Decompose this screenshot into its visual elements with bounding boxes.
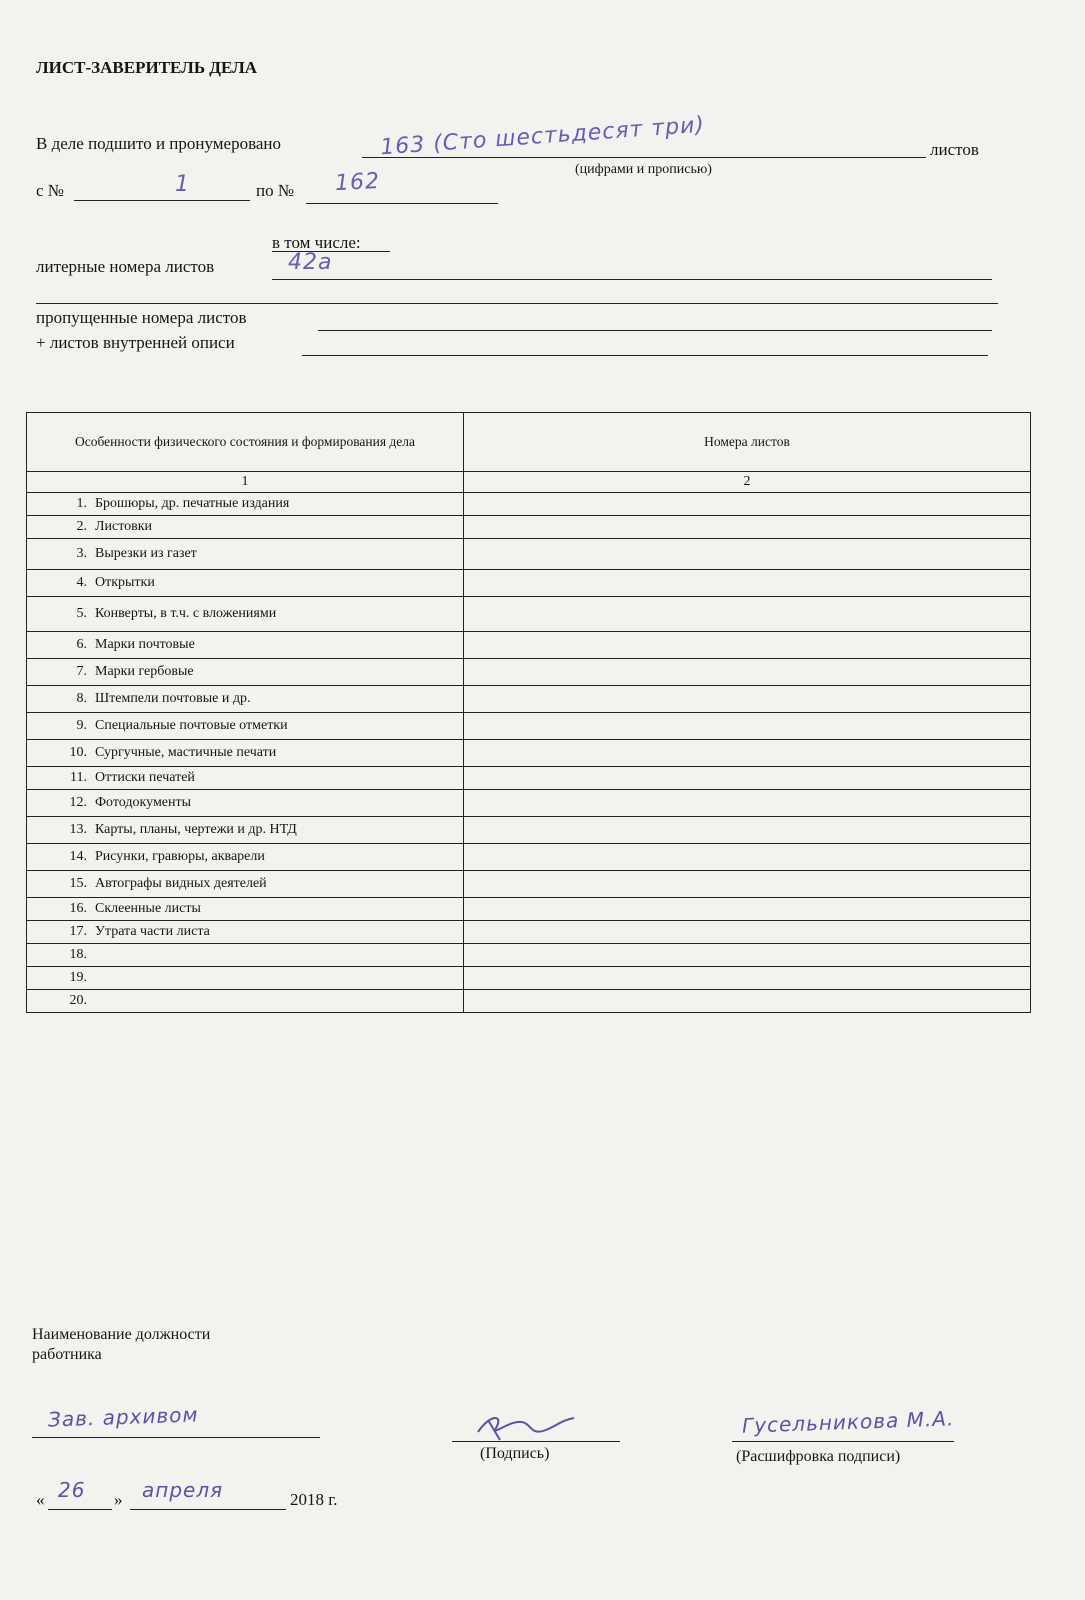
from-number-handwritten: 1 xyxy=(175,172,190,197)
table-row xyxy=(27,967,1031,990)
row-number: 1. xyxy=(76,496,87,511)
row-feature-cell xyxy=(27,898,464,921)
row-sheets-cell xyxy=(464,790,1031,817)
row-feature-cell xyxy=(27,844,464,871)
date-close-quote: » xyxy=(114,1490,123,1509)
row-label: Фотодокументы xyxy=(95,795,192,810)
row-sheets-cell xyxy=(464,493,1031,516)
row-label: Автографы видных деятелей xyxy=(95,876,267,891)
decode-handwritten: Гусельникова М.А. xyxy=(741,1406,955,1438)
row-label: Сургучные, мастичные печати xyxy=(95,745,277,760)
row-sheets-cell xyxy=(464,713,1031,740)
row-sheets-cell xyxy=(464,967,1031,990)
row-number: 7. xyxy=(76,664,87,679)
row-label: Утрата части листа xyxy=(95,924,210,939)
letter-numbers-handwritten: 42а xyxy=(288,250,333,275)
table-row xyxy=(27,570,1031,597)
row-sheets-cell xyxy=(464,921,1031,944)
row-feature-cell xyxy=(27,659,464,686)
to-number-underline xyxy=(306,203,498,204)
row-feature-cell xyxy=(27,686,464,713)
row-sheets-cell xyxy=(464,597,1031,632)
table-row xyxy=(27,740,1031,767)
row-number: 4. xyxy=(76,575,87,590)
date-month-underline xyxy=(130,1509,286,1510)
to-number-handwritten: 162 xyxy=(334,168,381,197)
pages-count-label: В деле подшито и пронумеровано xyxy=(36,134,282,153)
table-row xyxy=(27,844,1031,871)
date-open-quote: « xyxy=(36,1490,45,1509)
row-label: Оттиски печатей xyxy=(95,770,195,785)
table-row xyxy=(27,944,1031,967)
row-number: 20. xyxy=(69,993,87,1008)
row-sheets-cell xyxy=(464,944,1031,967)
from-number-label: с № xyxy=(36,181,65,200)
row-label: Марки гербовые xyxy=(95,664,194,679)
row-label: Специальные почтовые отметки xyxy=(95,718,288,733)
row-number: 11. xyxy=(70,770,87,785)
table-header-row xyxy=(27,413,1031,472)
pages-suffix: листов xyxy=(930,140,979,159)
row-feature-cell xyxy=(27,790,464,817)
row-number: 6. xyxy=(76,637,87,652)
row-feature-cell xyxy=(27,871,464,898)
row-sheets-cell xyxy=(464,686,1031,713)
row-label: Склеенные листы xyxy=(95,901,201,916)
date-day-underline xyxy=(48,1509,112,1510)
row-number: 3. xyxy=(76,546,87,561)
col-number-1: 1 xyxy=(27,472,464,493)
table-row xyxy=(27,713,1031,740)
row-label: Карты, планы, чертежи и др. НТД xyxy=(95,822,297,837)
row-feature-cell xyxy=(27,990,464,1013)
pages-count-underline xyxy=(362,157,926,158)
row-number: 18. xyxy=(69,947,87,962)
table-row xyxy=(27,539,1031,570)
table-row xyxy=(27,493,1031,516)
table-row xyxy=(27,990,1031,1013)
row-feature-cell xyxy=(27,767,464,790)
row-sheets-cell xyxy=(464,632,1031,659)
row-feature-cell xyxy=(27,944,464,967)
count-hint: (цифрами и прописью) xyxy=(575,162,712,177)
row-number: 15. xyxy=(69,876,87,891)
row-sheets-cell xyxy=(464,844,1031,871)
table-number-row xyxy=(27,472,1031,493)
table-row xyxy=(27,767,1031,790)
inner-inventory-label: + листов внутренней описи xyxy=(36,333,235,352)
row-feature-cell xyxy=(27,817,464,844)
document-title: ЛИСТ-ЗАВЕРИТЕЛЬ ДЕЛА xyxy=(36,58,258,77)
row-number: 2. xyxy=(76,519,87,534)
date-month-handwritten: апреля xyxy=(142,1478,224,1502)
row-sheets-cell xyxy=(464,659,1031,686)
pages-count-handwritten: 163 (Сто шестьдесят три) xyxy=(379,112,706,161)
row-label: Вырезки из газет xyxy=(95,546,197,561)
row-feature-cell xyxy=(27,921,464,944)
row-number: 12. xyxy=(69,795,87,810)
row-label: Конверты, в т.ч. с вложениями xyxy=(95,606,277,621)
row-feature-cell xyxy=(27,632,464,659)
table-row xyxy=(27,790,1031,817)
row-number: 19. xyxy=(69,970,87,985)
row-sheets-cell xyxy=(464,817,1031,844)
row-number: 10. xyxy=(69,745,87,760)
row-feature-cell xyxy=(27,493,464,516)
row-sheets-cell xyxy=(464,516,1031,539)
position-handwritten: Зав. архивом xyxy=(47,1402,199,1432)
row-number: 14. xyxy=(69,849,87,864)
date-day-handwritten: 26 xyxy=(58,1478,86,1502)
row-feature-cell xyxy=(27,570,464,597)
row-feature-cell xyxy=(27,740,464,767)
table-row xyxy=(27,898,1031,921)
row-number: 13. xyxy=(69,822,87,837)
row-number: 5. xyxy=(76,606,87,621)
table-row xyxy=(27,921,1031,944)
row-sheets-cell xyxy=(464,990,1031,1013)
row-number: 17. xyxy=(69,924,87,939)
decode-underline xyxy=(732,1441,954,1442)
row-sheets-cell xyxy=(464,767,1031,790)
row-sheets-cell xyxy=(464,539,1031,570)
table-row xyxy=(27,686,1031,713)
inner-inventory-underline xyxy=(302,355,988,356)
missing-numbers-label: пропущенные номера листов xyxy=(36,308,247,327)
from-number-underline xyxy=(74,200,250,201)
row-sheets-cell xyxy=(464,740,1031,767)
table-row xyxy=(27,659,1031,686)
position-underline xyxy=(32,1437,320,1438)
row-sheets-cell xyxy=(464,898,1031,921)
row-label: Рисунки, гравюры, акварели xyxy=(95,849,265,864)
table-row xyxy=(27,632,1031,659)
col-number-2: 2 xyxy=(464,472,1031,493)
row-feature-cell xyxy=(27,539,464,570)
row-sheets-cell xyxy=(464,871,1031,898)
position-label-line1: Наименование должности xyxy=(32,1326,211,1343)
decode-label: (Расшифровка подписи) xyxy=(736,1448,901,1465)
table-row xyxy=(27,516,1031,539)
to-number-label: по № xyxy=(256,181,295,200)
row-feature-cell xyxy=(27,967,464,990)
letter-numbers-underline xyxy=(272,279,992,280)
position-label-line2: работника xyxy=(32,1346,102,1363)
row-label: Листовки xyxy=(95,519,153,534)
missing-numbers-underline xyxy=(318,330,992,331)
row-feature-cell xyxy=(27,597,464,632)
signature-label: (Подпись) xyxy=(480,1445,550,1462)
row-label: Марки почтовые xyxy=(95,637,195,652)
physical-state-table xyxy=(26,412,1031,1013)
letter-numbers-label: литерные номера листов xyxy=(36,257,215,276)
row-feature-cell xyxy=(27,713,464,740)
row-number: 9. xyxy=(76,718,87,733)
col-features-header: Особенности физического состояния и формирования дела xyxy=(27,413,464,472)
row-label: Брошюры, др. печатные издания xyxy=(95,496,290,511)
table-row xyxy=(27,871,1031,898)
row-number: 8. xyxy=(76,691,87,706)
table-row xyxy=(27,597,1031,632)
including-label: в том числе: xyxy=(272,233,361,252)
row-label: Штемпели почтовые и др. xyxy=(95,691,251,706)
date-year: 2018 г. xyxy=(290,1490,338,1509)
table-row xyxy=(27,817,1031,844)
row-feature-cell xyxy=(27,516,464,539)
col-sheets-header: Номера листов xyxy=(464,413,1031,472)
row-sheets-cell xyxy=(464,570,1031,597)
blank-line xyxy=(36,303,998,304)
row-number: 16. xyxy=(69,901,87,916)
row-label: Открытки xyxy=(95,575,155,590)
